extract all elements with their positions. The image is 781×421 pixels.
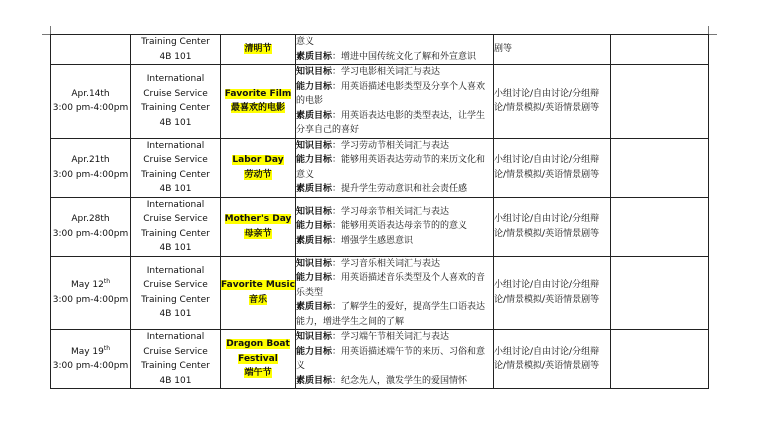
session-time: 3:00 pm-4:00pm: [52, 103, 129, 114]
schedule-table: [50, 34, 709, 389]
place-cell: International Cruise Service Training Center 4B 101: [131, 256, 221, 330]
place-cell: [131, 35, 221, 65]
session-date: May 19th: [70, 344, 111, 357]
topic-cn: 母亲节: [244, 228, 272, 239]
goal-line: 意义: [296, 37, 315, 47]
topic-cn: 最喜欢的电影: [230, 103, 285, 114]
notes-cell: [611, 65, 709, 139]
goal-line: 知识目标：学习端午节相关词汇与表达: [296, 332, 450, 342]
session-time: 3:00 pm-4:00pm: [52, 228, 129, 239]
place-line: Training Center: [141, 37, 210, 47]
goal-line: 能力目标：能够用英语表达母亲节的的意义: [296, 221, 468, 232]
table-row: [51, 197, 709, 256]
goal-line: 素质目标：纪念先人，激发学生的爱国情怀: [296, 375, 468, 386]
topic-cn: 劳动节: [244, 169, 272, 180]
topic-en: Labor Day: [232, 155, 284, 165]
topic-cn: 端午节: [244, 368, 272, 379]
goals-cell: [296, 35, 494, 65]
topic-cell: [221, 65, 296, 139]
goal-line: 素质目标：了解学生的爱好，提高学生口语表达能力，增进学生之间的了解: [296, 302, 486, 327]
session-date: Apr.21th: [71, 155, 110, 165]
date-cell: [51, 330, 131, 389]
place-cell: International Cruise Service Training Center 4B 101: [131, 197, 221, 256]
session-time: 3:00 pm-4:00pm: [52, 294, 129, 305]
methods-cell: 小组讨论/自由讨论/分组辩论/情景模拟/英语情景剧等: [494, 65, 611, 139]
date-cell: [51, 65, 131, 139]
methods-cell: 小组讨论/自由讨论/分组辩论/情景模拟/英语情景剧等: [494, 330, 611, 389]
topic-cn: 清明节: [244, 44, 272, 55]
topic-cell: [221, 256, 296, 330]
topic-cell: [221, 330, 296, 389]
goal-line: 素质目标：用英语表达电影的类型表达，让学生分享自己的喜好: [296, 110, 486, 135]
topic-cell: [221, 197, 296, 256]
topic-en: Favorite Music: [221, 280, 295, 291]
table-row: [51, 256, 709, 330]
goal-line: 知识目标：学习音乐相关词汇与表达: [296, 258, 441, 269]
date-cell: [51, 138, 131, 197]
topic-en: Dragon Boat Festival: [226, 339, 290, 364]
date-cell: [51, 256, 131, 330]
methods-cell: 小组讨论/自由讨论/分组辩论/情景模拟/英语情景剧等: [494, 197, 611, 256]
notes-cell: [611, 197, 709, 256]
session-date: Apr.14th: [71, 88, 110, 99]
goal-line: 能力目标：用英语描述端午节的来历、习俗和意义: [296, 346, 486, 371]
methods-cell: 小组讨论/自由讨论/分组辩论/情景模拟/英语情景剧等: [494, 138, 611, 197]
session-time: 3:00 pm-4:00pm: [52, 361, 129, 371]
session-time: 3:00 pm-4:00pm: [52, 169, 129, 180]
goal-line: 素质目标：增强学生感恩意识: [296, 235, 414, 246]
notes-cell: [611, 330, 709, 389]
methods-cell: 小组讨论/自由讨论/分组辩论/情景模拟/英语情景剧等: [494, 256, 611, 330]
topic-en: Favorite Film: [224, 88, 292, 99]
goals-cell: [296, 330, 494, 389]
place-cell: International Cruise Service Training Center 4B 101: [131, 65, 221, 139]
topic-en: Mother's Day: [224, 214, 292, 224]
session-date: May 12th: [70, 278, 111, 291]
place-line: 4B 101: [159, 51, 192, 62]
table-row: [51, 35, 709, 65]
place-cell: International Cruise Service Training Center 4B 101: [131, 330, 221, 389]
table-row: [51, 65, 709, 139]
goal-line: 知识目标：学习劳动节相关词汇与表达: [296, 140, 450, 151]
notes-cell: [611, 35, 709, 65]
topic-cell: [221, 35, 296, 65]
methods-cell: 剧等: [494, 35, 611, 65]
goal-line: 能力目标：用英语描述音乐类型及个人喜欢的音乐类型: [296, 273, 486, 298]
topic-cn: 音乐: [248, 294, 267, 305]
goals-cell: [296, 256, 494, 330]
notes-cell: [611, 138, 709, 197]
goal-line: 知识目标：学习电影相关词汇与表达: [296, 67, 441, 77]
notes-cell: [611, 256, 709, 330]
goals-cell: [296, 197, 494, 256]
crop-mark-top-right: [708, 26, 717, 35]
goal-line: 能力目标：能够用英语表达劳动节的来历文化和意义: [296, 155, 486, 180]
goals-cell: [296, 138, 494, 197]
place-cell: International Cruise Service Training Center 4B 101: [131, 138, 221, 197]
date-cell: [51, 197, 131, 256]
table-row: [51, 330, 709, 389]
goal-line: 素质目标：提升学生劳动意识和社会责任感: [296, 184, 468, 194]
date-cell: [51, 35, 131, 65]
goal-line: 素质目标：增进中国传统文化了解和外宣意识: [296, 51, 477, 62]
goal-line: 能力目标：用英语描述电影类型及分享个人喜欢的电影: [296, 81, 486, 106]
goal-line: 知识目标：学习母亲节相关词汇与表达: [296, 206, 450, 217]
goals-cell: [296, 65, 494, 139]
topic-cell: [221, 138, 296, 197]
table-row: [51, 138, 709, 197]
session-date: Apr.28th: [71, 214, 110, 224]
